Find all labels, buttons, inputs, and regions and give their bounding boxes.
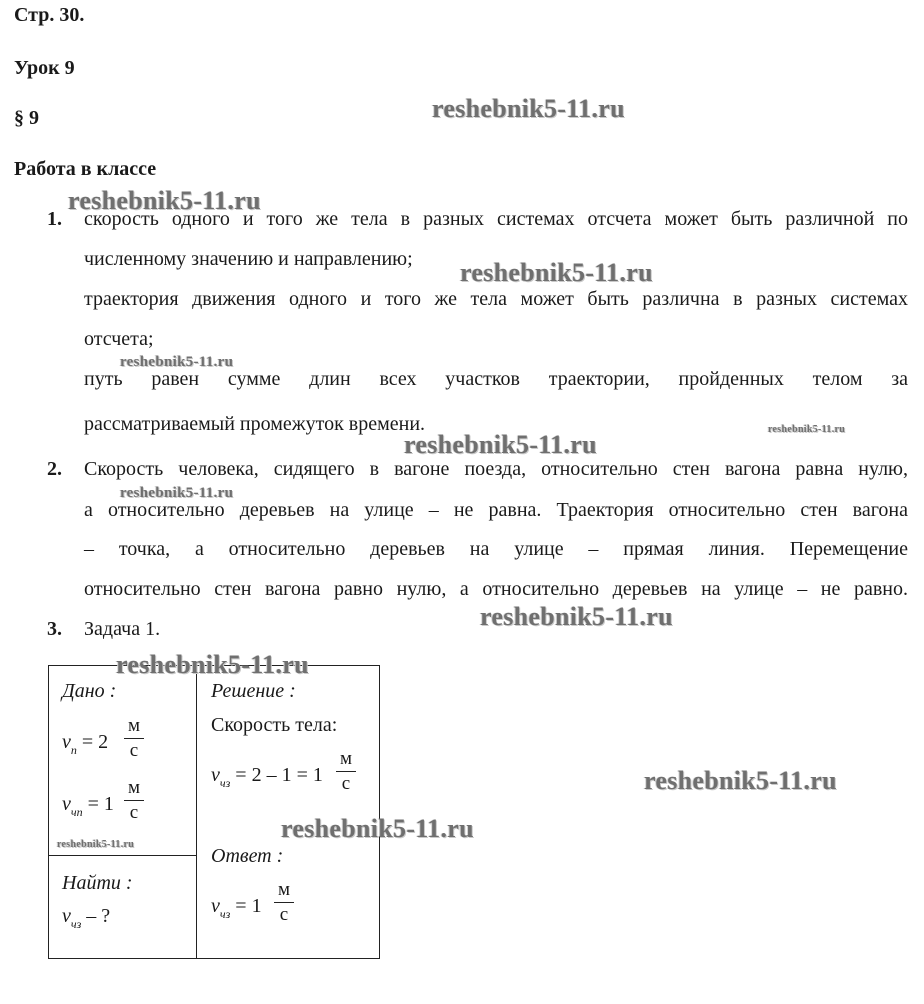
item-line: отсчета; xyxy=(84,328,154,350)
fraction: м с xyxy=(124,778,144,823)
item-number: 2. xyxy=(47,458,62,480)
answer-formula: $v_{чз} = 1$ xyxy=(211,895,262,921)
answer-label: Ответ : xyxy=(211,845,284,867)
watermark: reshebnik5-11.ru xyxy=(281,814,474,843)
find-formula: $v_{чз}$ – ? xyxy=(62,905,111,931)
fraction: м с xyxy=(124,716,144,761)
item-line: Скорость человека, сидящего в вагоне поезда, относительно стен вагона равна нулю, xyxy=(84,458,908,480)
watermark: reshebnik5-11.ru xyxy=(68,186,261,215)
section-title: Работа в классе xyxy=(14,158,157,180)
find-label: Найти : xyxy=(62,872,133,894)
fraction: м с xyxy=(274,880,294,925)
given-formula: $v_п = 2$ xyxy=(62,731,109,757)
watermark: reshebnik5-11.ru xyxy=(57,839,135,850)
watermark: reshebnik5-11.ru xyxy=(120,485,234,501)
given-formula: $v_{чп} = 1$ xyxy=(62,793,114,819)
fraction: м с xyxy=(336,749,356,794)
item-line: Задача 1. xyxy=(84,618,161,640)
lesson-title: Урок 9 xyxy=(14,57,75,79)
paragraph-number: § 9 xyxy=(14,107,39,129)
watermark: reshebnik5-11.ru xyxy=(116,650,309,679)
table-divider xyxy=(48,855,196,856)
item-line: рассматриваемый промежуток времени. xyxy=(84,413,426,435)
watermark: reshebnik5-11.ru xyxy=(460,258,653,287)
item-line: траектория движения одного и того же тела может быть различна в разных системах xyxy=(84,288,908,310)
watermark: reshebnik5-11.ru xyxy=(644,766,837,795)
item-line: – точка, а относительно деревьев на улице – прямая линия. Перемещение xyxy=(84,538,908,560)
table-divider xyxy=(196,665,197,958)
item-line: путь равен сумме длин всех участков траектории, пройденных телом за xyxy=(84,368,908,390)
watermark: reshebnik5-11.ru xyxy=(404,430,597,459)
watermark: reshebnik5-11.ru xyxy=(120,354,234,370)
item-line: численному значению и направлению; xyxy=(84,248,413,270)
item-line: относительно стен вагона равно нулю, а относительно деревьев на улице – не равно. xyxy=(84,578,908,600)
watermark: reshebnik5-11.ru xyxy=(480,602,673,631)
solution-text: Скорость тела: xyxy=(211,714,338,736)
item-number: 3. xyxy=(47,618,62,640)
given-label: Дано : xyxy=(62,680,117,702)
solution-label: Решение : xyxy=(211,680,296,702)
watermark: reshebnik5-11.ru xyxy=(768,424,846,435)
item-line: скорость одного и того же тела в разных системах отсчета может быть различной по xyxy=(84,208,908,230)
watermark: reshebnik5-11.ru xyxy=(432,94,625,123)
solution-formula: $v_{чз} = 2 - 1 = 1$ xyxy=(211,764,323,790)
item-number: 1. xyxy=(47,208,62,230)
item-line: а относительно деревьев на улице – не равна. Траектория относительно стен вагона xyxy=(84,499,908,521)
page-number: Стр. 30. xyxy=(14,4,85,26)
